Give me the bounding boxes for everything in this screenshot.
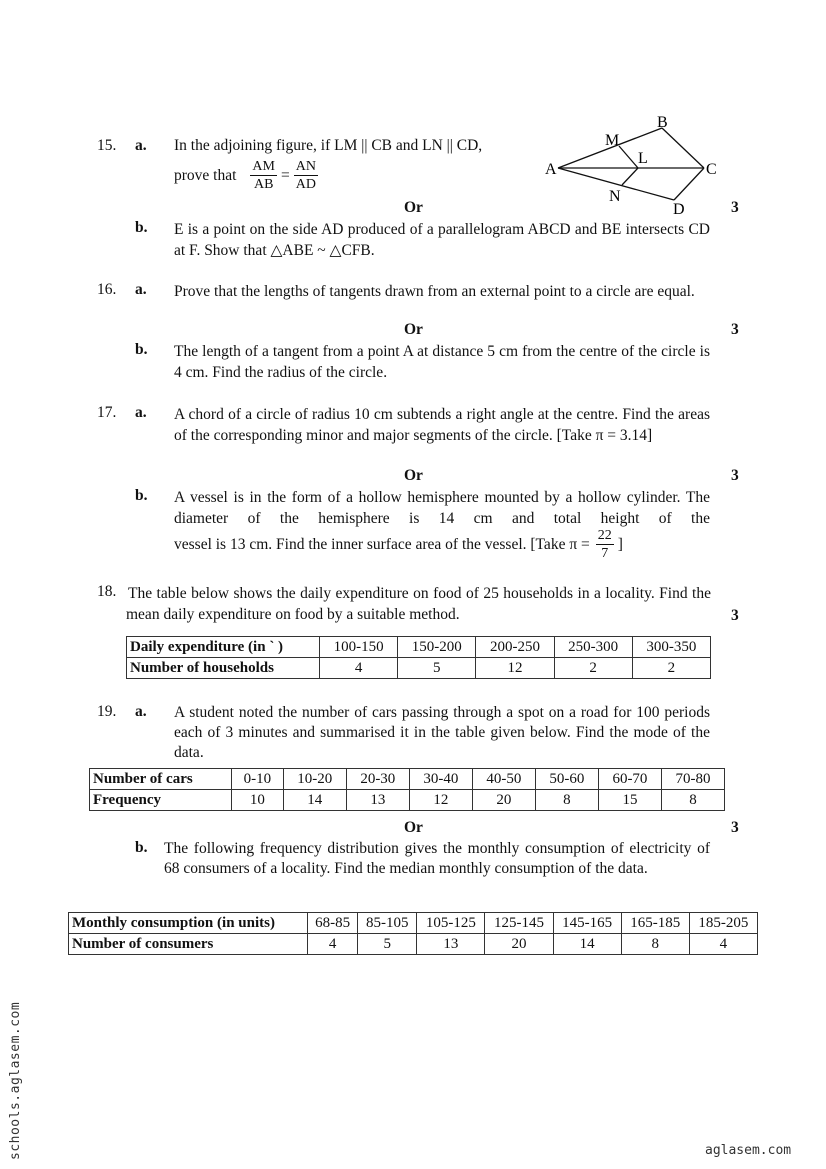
part-label: b. xyxy=(135,219,148,236)
table-cell: 8 xyxy=(535,790,598,811)
table-cell: 10-20 xyxy=(283,769,346,790)
table-cell: 145-165 xyxy=(553,913,621,934)
table-cell: 4 xyxy=(308,934,358,955)
table-cell: 40-50 xyxy=(472,769,535,790)
label-a: A xyxy=(545,161,557,178)
question-text-last-line xyxy=(174,527,623,562)
question-text: A chord of a circle of radius 10 cm subtends a right angle at the centre. Find the areas of the corresponding minor and major segments of the circle. [Take π = 3.14] xyxy=(174,406,710,444)
table-cell: 14 xyxy=(283,790,346,811)
side-watermark: schools.aglasem.com xyxy=(8,1001,23,1160)
table-cell: 2 xyxy=(554,658,632,679)
table-cell: 12 xyxy=(476,658,554,679)
table-cell: 20-30 xyxy=(346,769,409,790)
part-label: b. xyxy=(135,839,148,856)
question-text: A vessel is in the form of a hollow hemisphere mounted by a hollow cylinder. The diameter of the hemisphere is 14 cm and total height of the xyxy=(174,489,710,527)
table-row xyxy=(127,637,711,658)
table-cell: 12 xyxy=(409,790,472,811)
table-cell: 8 xyxy=(661,790,724,811)
table-cell: 200-250 xyxy=(476,637,554,658)
numerator: AM xyxy=(252,159,275,174)
bracket: ] xyxy=(617,535,623,553)
table-cell: 165-185 xyxy=(621,913,689,934)
table-row xyxy=(127,658,711,679)
table-cell: 100-150 xyxy=(320,637,398,658)
marks: 3 xyxy=(731,321,739,338)
label-n: N xyxy=(609,188,621,205)
label-d: D xyxy=(673,201,685,218)
table-cell: 300-350 xyxy=(632,637,710,658)
expenditure-table xyxy=(126,636,711,679)
numerator: AN xyxy=(295,159,316,174)
row-header: Number of cars xyxy=(90,769,232,790)
table-cell: 85-105 xyxy=(358,913,417,934)
question-text: The table below shows the daily expenditure on food of 25 households in a locality. Find the mean daily expenditure on food by a suitable method. xyxy=(126,585,711,623)
row-header: Daily expenditure (in ` ) xyxy=(127,637,320,658)
fraction-22-7 xyxy=(596,527,614,562)
prove-label: prove that xyxy=(174,166,237,184)
table-cell: 50-60 xyxy=(535,769,598,790)
table-row xyxy=(69,913,758,934)
table-cell: 13 xyxy=(417,934,485,955)
question-text: A student noted the number of cars passing through a spot on a road for 100 periods each of 3 minutes and summarised it in the table given below. Find the mode of the data. xyxy=(174,704,710,761)
fraction-am-ab xyxy=(250,158,277,193)
table-cell: 250-300 xyxy=(554,637,632,658)
footer-watermark: aglasem.com xyxy=(705,1143,792,1158)
table-cell: 70-80 xyxy=(661,769,724,790)
part-label: a. xyxy=(135,404,147,421)
table-cell: 5 xyxy=(398,658,476,679)
table-row xyxy=(90,769,725,790)
or-divider: Or xyxy=(404,199,423,216)
table-cell: 8 xyxy=(621,934,689,955)
marks: 3 xyxy=(731,607,739,624)
part-label: b. xyxy=(135,487,148,504)
marks: 3 xyxy=(731,819,739,836)
cars-table xyxy=(89,768,725,811)
or-divider: Or xyxy=(404,467,423,484)
or-divider: Or xyxy=(404,321,423,338)
table-cell: 20 xyxy=(472,790,535,811)
row-header: Monthly consumption (in units) xyxy=(69,913,308,934)
question-number: 19. xyxy=(97,703,117,720)
table-cell: 20 xyxy=(485,934,553,955)
table-cell: 4 xyxy=(689,934,757,955)
table-cell: 10 xyxy=(232,790,284,811)
table-cell: 125-145 xyxy=(485,913,553,934)
table-cell: 5 xyxy=(358,934,417,955)
denominator: AB xyxy=(253,177,274,192)
denominator: 7 xyxy=(601,546,609,561)
question-number: 15. xyxy=(97,137,117,154)
triangle-figure xyxy=(530,110,760,220)
part-label: a. xyxy=(135,703,147,720)
table-cell: 14 xyxy=(553,934,621,955)
table-cell: 0-10 xyxy=(232,769,284,790)
table-cell: 15 xyxy=(598,790,661,811)
table-row xyxy=(90,790,725,811)
question-text: E is a point on the side AD produced of a parallelogram ABCD and BE intersects CD at F. Show that △ABE ~ △CFB. xyxy=(174,221,710,259)
or-divider: Or xyxy=(404,819,423,836)
fraction-an-ad xyxy=(294,158,318,193)
table-cell: 150-200 xyxy=(398,637,476,658)
question-text: The following frequency distribution gives the monthly consumption of electricity of 68 consumers of a locality. Find the median monthly consumption of the data. xyxy=(164,840,710,877)
denominator: AD xyxy=(295,177,316,192)
part-label: a. xyxy=(135,137,147,154)
part-label: b. xyxy=(135,341,148,358)
label-b: B xyxy=(657,114,668,131)
table-row xyxy=(69,934,758,955)
question-number: 18. xyxy=(97,583,117,600)
row-header: Number of households xyxy=(127,658,320,679)
part-label: a. xyxy=(135,281,147,298)
table-cell: 60-70 xyxy=(598,769,661,790)
question-number: 16. xyxy=(97,281,117,298)
question-text: vessel is 13 cm. Find the inner surface area of the vessel. [Take π = xyxy=(174,535,590,553)
label-c: C xyxy=(706,161,717,178)
table-cell: 13 xyxy=(346,790,409,811)
table-cell: 30-40 xyxy=(409,769,472,790)
consumption-table xyxy=(68,912,758,955)
table-cell: 68-85 xyxy=(308,913,358,934)
numerator: 22 xyxy=(597,528,612,543)
row-header: Frequency xyxy=(90,790,232,811)
marks: 3 xyxy=(731,467,739,484)
prove-expression xyxy=(174,158,318,193)
question-text: In the adjoining figure, if LM || CB and LN || CD, xyxy=(174,137,483,154)
table-cell: 2 xyxy=(632,658,710,679)
row-header: Number of consumers xyxy=(69,934,308,955)
table-cell: 185-205 xyxy=(689,913,757,934)
equals-sign: = xyxy=(280,166,290,184)
label-m: M xyxy=(605,132,620,149)
marks: 3 xyxy=(731,199,739,216)
question-text: The length of a tangent from a point A at distance 5 cm from the centre of the circle is 4 cm. Find the radius of the circle. xyxy=(174,343,710,381)
question-number: 17. xyxy=(97,404,117,421)
label-l: L xyxy=(638,150,648,167)
question-text: Prove that the lengths of tangents drawn from an external point to a circle are equal. xyxy=(174,283,695,300)
table-cell: 4 xyxy=(320,658,398,679)
table-cell: 105-125 xyxy=(417,913,485,934)
